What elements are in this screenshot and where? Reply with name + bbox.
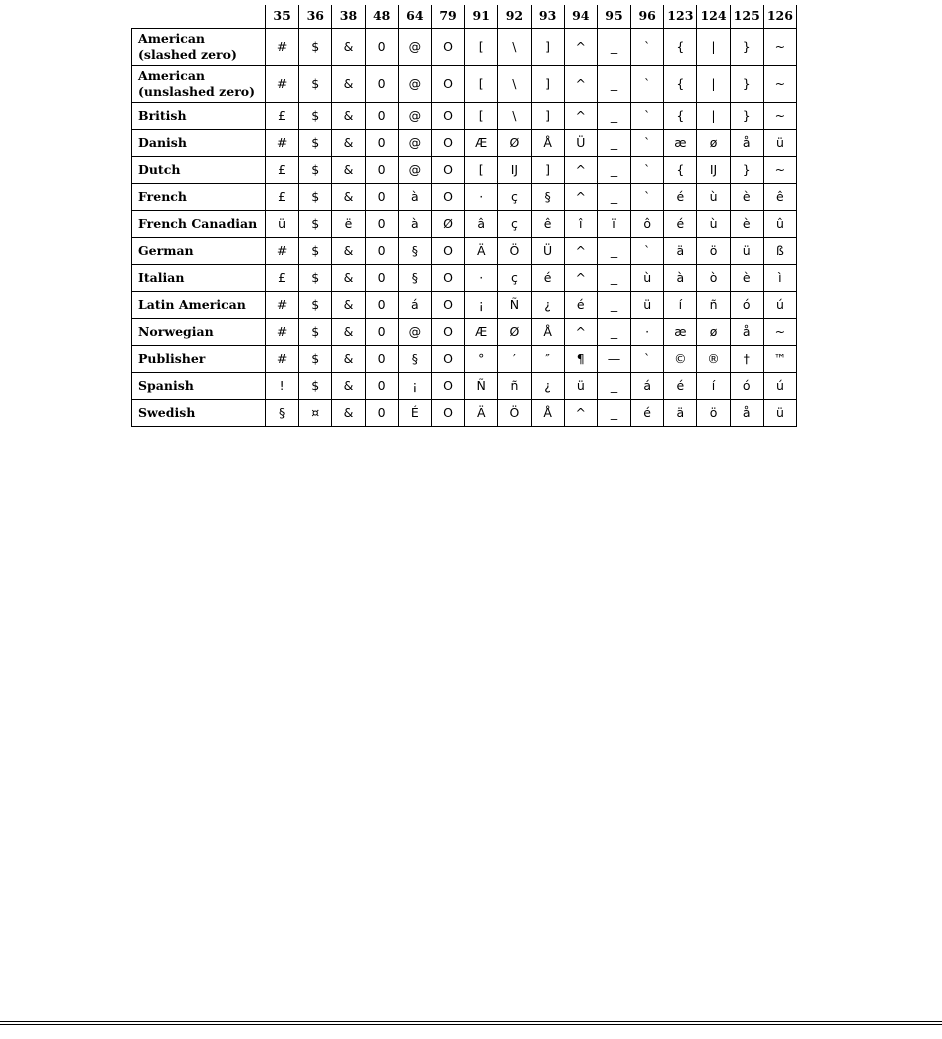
character-cell: # bbox=[266, 346, 299, 373]
character-cell: Ü bbox=[531, 238, 564, 265]
character-cell: â bbox=[465, 211, 498, 238]
character-cell: Å bbox=[531, 130, 564, 157]
language-label: French Canadian bbox=[132, 211, 266, 238]
column-header: 125 bbox=[730, 5, 763, 29]
character-cell: 0 bbox=[365, 103, 398, 130]
character-cell: ß bbox=[763, 238, 796, 265]
character-cell: 0 bbox=[365, 211, 398, 238]
character-cell: û bbox=[763, 211, 796, 238]
character-cell: ¶ bbox=[564, 346, 597, 373]
character-cell: 0 bbox=[365, 29, 398, 66]
character-cell: Ø bbox=[498, 319, 531, 346]
character-cell: & bbox=[332, 265, 365, 292]
character-cell: ^ bbox=[564, 265, 597, 292]
character-cell: # bbox=[266, 66, 299, 103]
character-cell: } bbox=[730, 103, 763, 130]
header-corner-cell bbox=[132, 5, 266, 29]
character-cell: O bbox=[431, 157, 464, 184]
character-cell: ü bbox=[266, 211, 299, 238]
character-cell: ò bbox=[697, 265, 730, 292]
character-cell: $ bbox=[299, 184, 332, 211]
character-cell: & bbox=[332, 400, 365, 427]
character-cell: _ bbox=[597, 265, 630, 292]
character-cell: å bbox=[730, 400, 763, 427]
character-cell: ] bbox=[531, 157, 564, 184]
character-cell: O bbox=[431, 400, 464, 427]
character-cell: É bbox=[398, 400, 431, 427]
character-cell: ë bbox=[332, 211, 365, 238]
character-cell: — bbox=[597, 346, 630, 373]
table-row bbox=[132, 157, 797, 184]
language-label: French bbox=[132, 184, 266, 211]
table-row bbox=[132, 400, 797, 427]
character-cell: # bbox=[266, 238, 299, 265]
character-cell: [ bbox=[465, 157, 498, 184]
character-cell: { bbox=[664, 157, 697, 184]
column-header: 38 bbox=[332, 5, 365, 29]
character-cell: ` bbox=[631, 184, 664, 211]
character-cell: 0 bbox=[365, 373, 398, 400]
character-cell: ó bbox=[730, 373, 763, 400]
character-cell: & bbox=[332, 346, 365, 373]
character-cell: { bbox=[664, 29, 697, 66]
character-cell: ° bbox=[465, 346, 498, 373]
character-cell: é bbox=[564, 292, 597, 319]
character-cell: à bbox=[398, 184, 431, 211]
character-cell: # bbox=[266, 319, 299, 346]
character-cell: & bbox=[332, 319, 365, 346]
character-cell: ê bbox=[531, 211, 564, 238]
character-cell: { bbox=[664, 103, 697, 130]
character-cell: IJ bbox=[498, 157, 531, 184]
character-cell: î bbox=[564, 211, 597, 238]
character-cell: Ä bbox=[465, 400, 498, 427]
character-cell: ` bbox=[631, 66, 664, 103]
table-row bbox=[132, 292, 797, 319]
character-cell: ^ bbox=[564, 29, 597, 66]
character-cell: ö bbox=[697, 238, 730, 265]
character-cell: \ bbox=[498, 103, 531, 130]
character-cell: é bbox=[664, 184, 697, 211]
character-cell: © bbox=[664, 346, 697, 373]
character-cell: ¿ bbox=[531, 292, 564, 319]
character-cell: ü bbox=[763, 400, 796, 427]
character-cell: Ö bbox=[498, 400, 531, 427]
table-body bbox=[132, 29, 797, 427]
character-cell: è bbox=[730, 265, 763, 292]
character-cell: # bbox=[266, 130, 299, 157]
character-cell: · bbox=[631, 319, 664, 346]
character-cell: _ bbox=[597, 184, 630, 211]
character-cell: $ bbox=[299, 346, 332, 373]
character-cell: _ bbox=[597, 103, 630, 130]
character-cell: ® bbox=[697, 346, 730, 373]
character-cell: \ bbox=[498, 29, 531, 66]
character-cell: å bbox=[730, 130, 763, 157]
character-cell: _ bbox=[597, 66, 630, 103]
character-cell: ø bbox=[697, 319, 730, 346]
character-cell: ü bbox=[763, 130, 796, 157]
character-cell: @ bbox=[398, 29, 431, 66]
character-cell: # bbox=[266, 292, 299, 319]
character-cell: ^ bbox=[564, 157, 597, 184]
character-cell: Ñ bbox=[498, 292, 531, 319]
character-cell: · bbox=[465, 265, 498, 292]
character-cell: ″ bbox=[531, 346, 564, 373]
table-row bbox=[132, 346, 797, 373]
language-label: Danish bbox=[132, 130, 266, 157]
column-header: 36 bbox=[299, 5, 332, 29]
language-label: Spanish bbox=[132, 373, 266, 400]
character-cell: [ bbox=[465, 103, 498, 130]
character-cell: å bbox=[730, 319, 763, 346]
character-cell: [ bbox=[465, 29, 498, 66]
character-cell: _ bbox=[597, 400, 630, 427]
character-cell: £ bbox=[266, 184, 299, 211]
character-cell: $ bbox=[299, 211, 332, 238]
language-label: Norwegian bbox=[132, 319, 266, 346]
character-cell: ! bbox=[266, 373, 299, 400]
character-cell: £ bbox=[266, 157, 299, 184]
character-cell: ` bbox=[631, 157, 664, 184]
character-cell: ù bbox=[697, 184, 730, 211]
character-cell: @ bbox=[398, 66, 431, 103]
character-cell: & bbox=[332, 29, 365, 66]
character-cell: ü bbox=[631, 292, 664, 319]
character-cell: Ø bbox=[431, 211, 464, 238]
character-cell: ~ bbox=[763, 29, 796, 66]
character-cell: & bbox=[332, 184, 365, 211]
character-cell: ^ bbox=[564, 238, 597, 265]
character-cell: ä bbox=[664, 400, 697, 427]
table-row bbox=[132, 184, 797, 211]
character-cell: ó bbox=[730, 292, 763, 319]
character-cell: 0 bbox=[365, 238, 398, 265]
character-cell: ` bbox=[631, 130, 664, 157]
character-cell: § bbox=[266, 400, 299, 427]
character-cell: O bbox=[431, 346, 464, 373]
character-cell: Ü bbox=[564, 130, 597, 157]
character-cell: ü bbox=[730, 238, 763, 265]
character-cell: ì bbox=[763, 265, 796, 292]
character-cell: Æ bbox=[465, 130, 498, 157]
character-cell: ^ bbox=[564, 184, 597, 211]
column-header: 91 bbox=[465, 5, 498, 29]
character-cell: _ bbox=[597, 238, 630, 265]
character-cell: ` bbox=[631, 103, 664, 130]
character-cell: ^ bbox=[564, 66, 597, 103]
character-cell: ï bbox=[597, 211, 630, 238]
character-cell: & bbox=[332, 130, 365, 157]
table-row bbox=[132, 29, 797, 66]
character-cell: [ bbox=[465, 66, 498, 103]
character-cell: ~ bbox=[763, 66, 796, 103]
table-row bbox=[132, 103, 797, 130]
character-cell: _ bbox=[597, 292, 630, 319]
character-cell: § bbox=[398, 265, 431, 292]
character-cell: é bbox=[631, 400, 664, 427]
character-cell: ô bbox=[631, 211, 664, 238]
character-cell: | bbox=[697, 29, 730, 66]
character-cell: ¿ bbox=[531, 373, 564, 400]
character-cell: O bbox=[431, 29, 464, 66]
character-cell: · bbox=[465, 184, 498, 211]
character-cell: O bbox=[431, 66, 464, 103]
character-cell: á bbox=[631, 373, 664, 400]
character-cell: ^ bbox=[564, 103, 597, 130]
character-cell: $ bbox=[299, 66, 332, 103]
character-cell: 0 bbox=[365, 400, 398, 427]
character-cell: $ bbox=[299, 130, 332, 157]
character-cell: $ bbox=[299, 238, 332, 265]
character-cell: ¡ bbox=[465, 292, 498, 319]
character-cell: & bbox=[332, 373, 365, 400]
character-cell: ] bbox=[531, 66, 564, 103]
character-cell: ` bbox=[631, 29, 664, 66]
column-header-row bbox=[132, 5, 797, 29]
character-cell: O bbox=[431, 373, 464, 400]
character-cell: O bbox=[431, 292, 464, 319]
character-cell: ™ bbox=[763, 346, 796, 373]
character-cell: è bbox=[730, 184, 763, 211]
character-cell: } bbox=[730, 66, 763, 103]
character-cell: @ bbox=[398, 319, 431, 346]
character-cell: { bbox=[664, 66, 697, 103]
character-cell: ~ bbox=[763, 157, 796, 184]
language-label: British bbox=[132, 103, 266, 130]
column-header: 64 bbox=[398, 5, 431, 29]
character-cell: } bbox=[730, 29, 763, 66]
character-cell: ç bbox=[498, 184, 531, 211]
column-header: 93 bbox=[531, 5, 564, 29]
character-cell: ù bbox=[697, 211, 730, 238]
language-label: American (slashed zero) bbox=[132, 29, 266, 66]
column-header: 92 bbox=[498, 5, 531, 29]
character-cell: ^ bbox=[564, 400, 597, 427]
character-cell: ç bbox=[498, 211, 531, 238]
character-cell: Ä bbox=[465, 238, 498, 265]
character-cell: Å bbox=[531, 400, 564, 427]
character-cell: & bbox=[332, 238, 365, 265]
character-cell: IJ bbox=[697, 157, 730, 184]
character-cell: á bbox=[398, 292, 431, 319]
character-cell: @ bbox=[398, 103, 431, 130]
language-label: American (unslashed zero) bbox=[132, 66, 266, 103]
character-cell: _ bbox=[597, 130, 630, 157]
character-cell: ñ bbox=[697, 292, 730, 319]
character-cell: † bbox=[730, 346, 763, 373]
character-cell: ü bbox=[564, 373, 597, 400]
character-cell: 0 bbox=[365, 319, 398, 346]
character-cell: è bbox=[730, 211, 763, 238]
character-cell: à bbox=[398, 211, 431, 238]
table-row bbox=[132, 265, 797, 292]
character-cell: Ñ bbox=[465, 373, 498, 400]
character-cell: 0 bbox=[365, 130, 398, 157]
character-cell: é bbox=[664, 211, 697, 238]
column-header: 35 bbox=[266, 5, 299, 29]
character-cell: # bbox=[266, 29, 299, 66]
character-set-table bbox=[131, 5, 797, 427]
character-cell: _ bbox=[597, 319, 630, 346]
character-cell: 0 bbox=[365, 184, 398, 211]
character-cell: ú bbox=[763, 292, 796, 319]
character-cell: é bbox=[531, 265, 564, 292]
character-cell: § bbox=[531, 184, 564, 211]
character-cell: $ bbox=[299, 157, 332, 184]
character-cell: 0 bbox=[365, 157, 398, 184]
column-header: 124 bbox=[697, 5, 730, 29]
character-cell: @ bbox=[398, 130, 431, 157]
character-cell: Ö bbox=[498, 238, 531, 265]
character-cell: í bbox=[664, 292, 697, 319]
character-cell: \ bbox=[498, 66, 531, 103]
character-cell: æ bbox=[664, 130, 697, 157]
character-cell: } bbox=[730, 157, 763, 184]
character-cell: ^ bbox=[564, 319, 597, 346]
column-header: 48 bbox=[365, 5, 398, 29]
character-cell: $ bbox=[299, 265, 332, 292]
character-cell: ê bbox=[763, 184, 796, 211]
table-row bbox=[132, 238, 797, 265]
character-cell: $ bbox=[299, 292, 332, 319]
character-cell: 0 bbox=[365, 346, 398, 373]
character-cell: $ bbox=[299, 103, 332, 130]
table-row bbox=[132, 211, 797, 238]
character-cell: ø bbox=[697, 130, 730, 157]
character-cell: ú bbox=[763, 373, 796, 400]
table-row bbox=[132, 130, 797, 157]
character-cell: ` bbox=[631, 238, 664, 265]
character-cell: ` bbox=[631, 346, 664, 373]
character-cell: ñ bbox=[498, 373, 531, 400]
character-cell: @ bbox=[398, 157, 431, 184]
table-row bbox=[132, 319, 797, 346]
character-cell: O bbox=[431, 238, 464, 265]
language-label: Publisher bbox=[132, 346, 266, 373]
character-cell: ′ bbox=[498, 346, 531, 373]
character-cell: § bbox=[398, 346, 431, 373]
character-cell: ö bbox=[697, 400, 730, 427]
table-row bbox=[132, 66, 797, 103]
character-cell: _ bbox=[597, 29, 630, 66]
character-cell: é bbox=[664, 373, 697, 400]
character-cell: ~ bbox=[763, 103, 796, 130]
language-label: Italian bbox=[132, 265, 266, 292]
character-cell: ù bbox=[631, 265, 664, 292]
character-cell: O bbox=[431, 265, 464, 292]
character-cell: O bbox=[431, 184, 464, 211]
character-cell: 0 bbox=[365, 292, 398, 319]
language-label: Dutch bbox=[132, 157, 266, 184]
character-cell: ~ bbox=[763, 319, 796, 346]
character-cell: & bbox=[332, 157, 365, 184]
language-label: Latin American bbox=[132, 292, 266, 319]
character-cell: ä bbox=[664, 238, 697, 265]
column-header: 95 bbox=[597, 5, 630, 29]
page-bottom-rule bbox=[0, 1021, 942, 1025]
character-cell: | bbox=[697, 103, 730, 130]
character-cell: Æ bbox=[465, 319, 498, 346]
character-cell: £ bbox=[266, 103, 299, 130]
character-cell: ] bbox=[531, 103, 564, 130]
column-header: 123 bbox=[664, 5, 697, 29]
character-cell: 0 bbox=[365, 66, 398, 103]
character-cell: $ bbox=[299, 373, 332, 400]
character-cell: Å bbox=[531, 319, 564, 346]
character-cell: 0 bbox=[365, 265, 398, 292]
character-cell: | bbox=[697, 66, 730, 103]
language-label: Swedish bbox=[132, 400, 266, 427]
character-cell: O bbox=[431, 319, 464, 346]
character-cell: _ bbox=[597, 157, 630, 184]
character-cell: ¤ bbox=[299, 400, 332, 427]
column-header: 94 bbox=[564, 5, 597, 29]
character-cell: £ bbox=[266, 265, 299, 292]
character-cell: à bbox=[664, 265, 697, 292]
character-cell: O bbox=[431, 103, 464, 130]
character-cell: Ø bbox=[498, 130, 531, 157]
column-header: 96 bbox=[631, 5, 664, 29]
character-cell: O bbox=[431, 130, 464, 157]
column-header: 126 bbox=[763, 5, 796, 29]
character-cell: $ bbox=[299, 29, 332, 66]
character-cell: § bbox=[398, 238, 431, 265]
character-cell: ç bbox=[498, 265, 531, 292]
character-cell: _ bbox=[597, 373, 630, 400]
character-cell: ] bbox=[531, 29, 564, 66]
language-label: German bbox=[132, 238, 266, 265]
column-header: 79 bbox=[431, 5, 464, 29]
character-cell: æ bbox=[664, 319, 697, 346]
character-cell: í bbox=[697, 373, 730, 400]
character-cell: & bbox=[332, 103, 365, 130]
character-cell: $ bbox=[299, 319, 332, 346]
character-cell: & bbox=[332, 66, 365, 103]
table-row bbox=[132, 373, 797, 400]
character-cell: & bbox=[332, 292, 365, 319]
character-cell: ¡ bbox=[398, 373, 431, 400]
